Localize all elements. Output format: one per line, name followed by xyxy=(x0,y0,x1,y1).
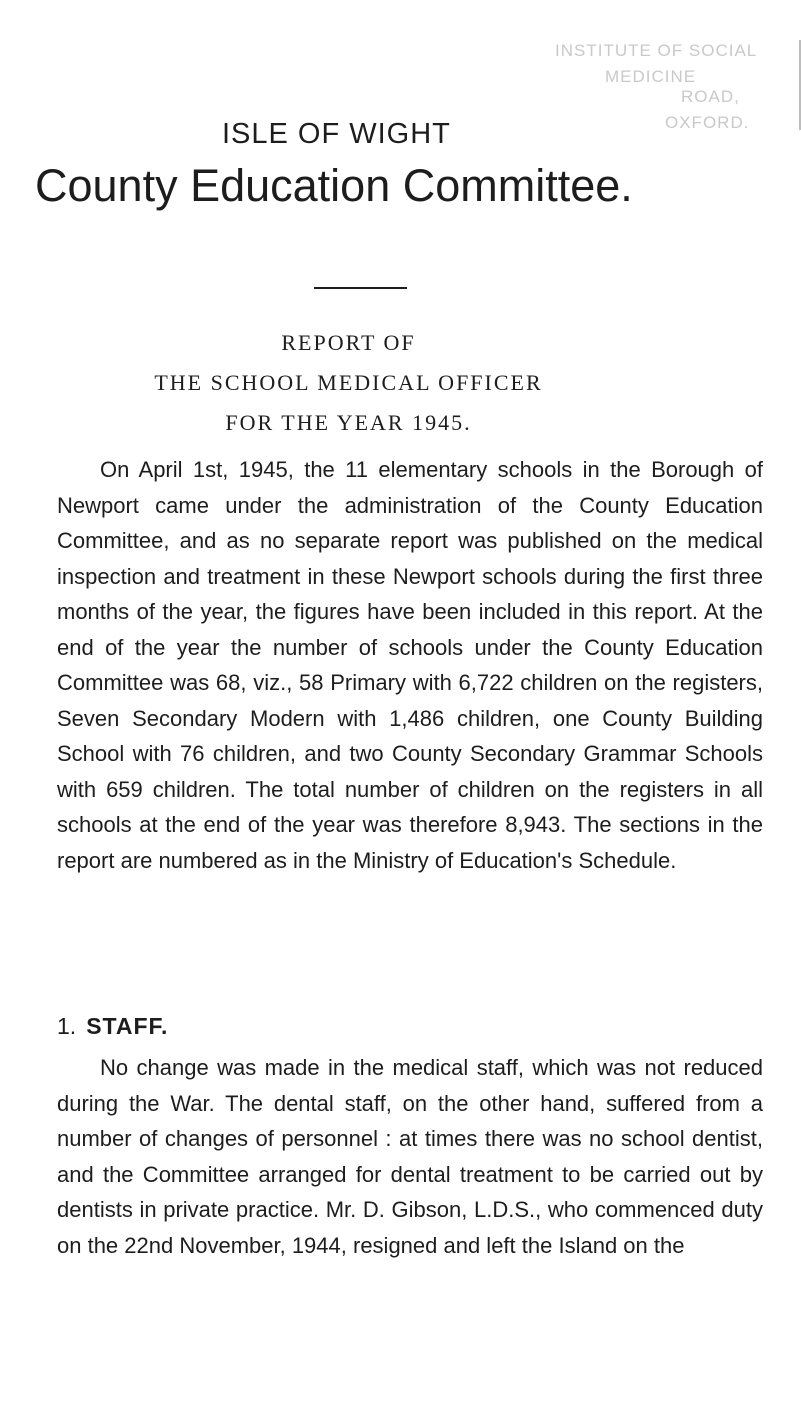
section-number: 1. xyxy=(57,1013,77,1039)
section-heading-staff xyxy=(57,1013,168,1040)
stamp-line-2: MEDICINE xyxy=(605,67,697,86)
section-title: STAFF. xyxy=(86,1013,169,1039)
library-stamp xyxy=(505,40,801,130)
header-title-line-2: County Education Committee. xyxy=(35,160,633,211)
header-title-line-1: ISLE OF WIGHT xyxy=(222,118,451,150)
report-heading-line-2: THE SCHOOL MEDICAL OFFICER xyxy=(154,370,543,395)
staff-paragraph: No change was made in the medical staff, which was not reduced during the War. The dental staff, on the other hand, suffered from a number of changes of personnel : at times there was no school dentist, and the Committee arranged for dental treatment to be carried out by dentists in private practice. Mr. D. Gibson, L.D.S., who commenced duty on the 22nd November, 1944, resigned and left the Island on the xyxy=(57,1055,763,1258)
stamp-line-4: OXFORD. xyxy=(665,113,750,130)
report-heading-line-1: REPORT OF xyxy=(281,330,416,355)
title-divider xyxy=(314,287,407,289)
stamp-line-3: ROAD, xyxy=(681,87,740,106)
stamp-border xyxy=(793,40,801,130)
report-heading-line-3: FOR THE YEAR 1945. xyxy=(225,410,472,435)
intro-paragraph: On April 1st, 1945, the 11 elementary schools in the Borough of Newport came under the administration of the County Education Committee, and as no separate report was published on the medical inspection and treatment in these Newport schools during the first three months of the year, the figures have been included in this report. At the end of the year the number of schools under the County Education Committee was 68, viz., 58 Primary with 6,722 children on the registers, Seven Secondary Modern with 1,486 children, one County Building School with 76 children, and two County Secondary Grammar Schools with 659 children. The total number of children on the registers in all schools at the end of the year was therefore 8,943. The sections in the report are numbered as in the Ministry of Education's Schedule. xyxy=(57,457,763,873)
stamp-line-1: INSTITUTE OF SOCIAL xyxy=(555,41,758,60)
